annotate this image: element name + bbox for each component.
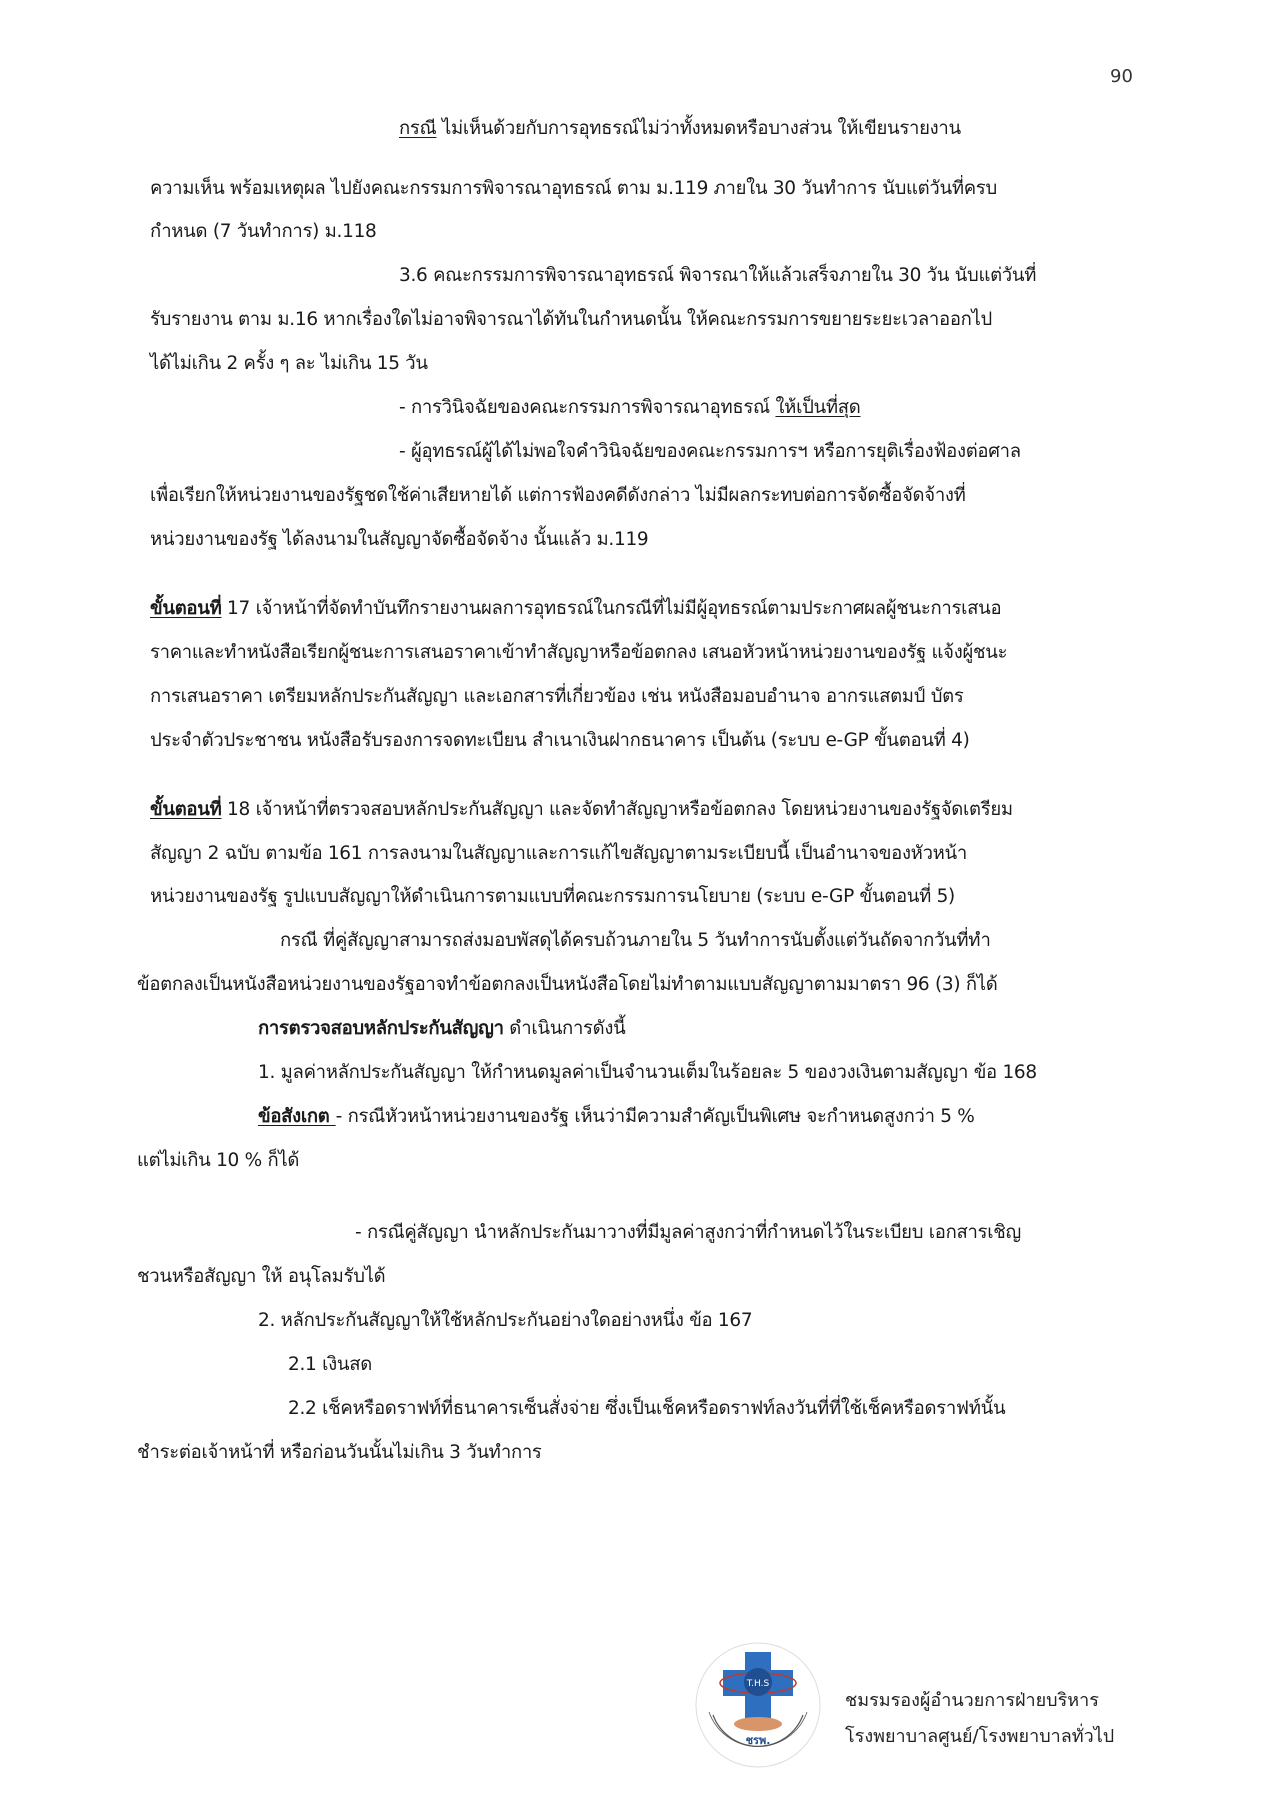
item-2: 2. หลักประกันสัญญาให้ใช้หลักประกันอย่างใดอย่างหนึ่ง ข้อ 167 bbox=[258, 1310, 753, 1331]
item-2-1: 2.1 เงินสด bbox=[288, 1354, 372, 1375]
hospital-society-logo-icon bbox=[693, 1640, 823, 1770]
step-17-line-2: ราคาและทำหนังสือเรียกผู้ชนะการเสนอราคาเข้าทำสัญญาหรือข้อตกลง เสนอหัวหน้าหน่วยงานของรัฐ แจ้งผู้ชนะ bbox=[150, 642, 1008, 663]
note-label: ข้อสังเกต bbox=[258, 1106, 336, 1127]
bullet-appeal-line-2: เพื่อเรียกให้หน่วยงานของรัฐชดใช้ค่าเสียหายได้ แต่การฟ้องคดีดังกล่าว ไม่มีผลกระทบต่อการจัดซื้อจัดจ้างที่ bbox=[150, 485, 966, 506]
note-line-2: แต่ไม่เกิน 10 % ก็ได้ bbox=[137, 1150, 300, 1171]
note2-line-2: ชวนหรือสัญญา ให้ อนุโลมรับได้ bbox=[137, 1266, 386, 1287]
svg-text:ชรพ.: ชรพ. bbox=[745, 1734, 771, 1747]
item-2-2-line-2: ชำระต่อเจ้าหน้าที่ หรือก่อนวันนั้นไม่เกิน 3 วันทำการ bbox=[137, 1442, 542, 1463]
item-2-2-line-1: 2.2 เช็คหรือดราฟท์ที่ธนาคารเซ็นสั่งจ่าย ซึ่งเป็นเช็คหรือดราฟท์ลงวันที่ที่ใช้เช็คหรือดราฟท์นั้น bbox=[288, 1398, 1006, 1419]
case-disagree-line-3: กำหนด (7 วันทำการ) ม.118 bbox=[150, 221, 377, 242]
step-18-line-2: สัญญา 2 ฉบับ ตามข้อ 161 การลงนามในสัญญาและการแก้ไขสัญญาตามระเบียบนี้ เป็นอำนาจของหัวหน้า bbox=[150, 843, 967, 864]
section-3-6-line-2: รับรายงาน ตาม ม.16 หากเรื่องใดไม่อาจพิจารณาได้ทันในกำหนดนั้น ให้คณะกรรมการขยายระยะเวลาออกไป bbox=[150, 309, 992, 330]
step-18-label: ขั้นตอนที่ bbox=[150, 799, 222, 820]
final-emphasis: ให้เป็นที่สุด bbox=[775, 397, 861, 418]
step-18-line-1: ขั้นตอนที่ 18 เจ้าหน้าที่ตรวจสอบหลักประกันสัญญา และจัดทำสัญญาหรือข้อตกลง โดยหน่วยงานของรัฐจัดเตรียม bbox=[150, 799, 1013, 820]
svg-text:T.H.S: T.H.S bbox=[746, 1679, 770, 1689]
check-heading: การตรวจสอบหลักประกันสัญญา ดำเนินการดังนี้ bbox=[258, 1018, 626, 1039]
bullet-appeal-line-1: - ผู้อุทธรณ์ผู้ได้ไม่พอใจคำวินิจฉัยของคณะกรรมการฯ หรือการยุติเรื่องฟ้องต่อศาล bbox=[399, 441, 1021, 462]
step-17-line-3: การเสนอราคา เตรียมหลักประกันสัญญา และเอกสารที่เกี่ยวข้อง เช่น หนังสือมอบอำนาจ อากรแสตมป์ บัตร bbox=[150, 686, 964, 707]
step-18-line-3: หน่วยงานของรัฐ รูปแบบสัญญาให้ดำเนินการตามแบบที่คณะกรรมการนโยบาย (ระบบ e-GP ขั้นตอนที่ 5) bbox=[150, 886, 955, 907]
page-number: 90 bbox=[1110, 66, 1133, 87]
section-3-6-line-1: 3.6 คณะกรรมการพิจารณาอุทธรณ์ พิจารณาให้แล้วเสร็จภายใน 30 วัน นับแต่วันที่ bbox=[399, 265, 1037, 286]
note-line-1: ข้อสังเกต - กรณีหัวหน้าหน่วยงานของรัฐ เห็นว่ามีความสำคัญเป็นพิเศษ จะกำหนดสูงกว่า 5 % bbox=[258, 1106, 975, 1127]
footer-org-line-2: โรงพยาบาลศูนย์/โรงพยาบาลทั่วไป bbox=[845, 1726, 1115, 1747]
step-17-line-1: ขั้นตอนที่ 17 เจ้าหน้าที่จัดทำบันทึกรายงานผลการอุทธรณ์ในกรณีที่ไม่มีผู้อุทธรณ์ตามประกาศผลผู้ชนะการเสนอ bbox=[150, 598, 1002, 619]
step-18-case-line-2: ข้อตกลงเป็นหนังสือหน่วยงานของรัฐอาจทำข้อตกลงเป็นหนังสือโดยไม่ทำตามแบบสัญญาตามมาตรา 96 (3) ก็ได้ bbox=[137, 974, 998, 995]
note2-line-1: - กรณีคู่สัญญา นำหลักประกันมาวางที่มีมูลค่าสูงกว่าที่กำหนดไว้ในระเบียบ เอกสารเชิญ bbox=[355, 1222, 1021, 1243]
section-3-6-line-3: ได้ไม่เกิน 2 ครั้ง ๆ ละ ไม่เกิน 15 วัน bbox=[150, 353, 428, 374]
case-disagree-line-2: ความเห็น พร้อมเหตุผล ไปยังคณะกรรมการพิจารณาอุทธรณ์ ตาม ม.119 ภายใน 30 วันทำการ นับแต่วันที่ครบ bbox=[150, 178, 997, 199]
step-17-line-4: ประจำตัวประชาชน หนังสือรับรองการจดทะเบียน สำเนาเงินฝากธนาคาร เป็นต้น (ระบบ e-GP ขั้นตอนที่ 4) bbox=[150, 730, 970, 751]
bullet-appeal-line-3: หน่วยงานของรัฐ ได้ลงนามในสัญญาจัดซื้อจัดจ้าง นั้นแล้ว ม.119 bbox=[150, 529, 649, 550]
item-1: 1. มูลค่าหลักประกันสัญญา ให้กำหนดมูลค่าเป็นจำนวนเต็มในร้อยละ 5 ของวงเงินตามสัญญา ข้อ 168 bbox=[258, 1062, 1037, 1083]
footer-org-line-1: ชมรมรองผู้อำนวยการฝ่ายบริหาร bbox=[845, 1690, 1099, 1711]
case-label: กรณี bbox=[399, 118, 437, 139]
case-disagree-line-1: กรณี ไม่เห็นด้วยกับการอุทธรณ์ไม่ว่าทั้งหมดหรือบางส่วน ให้เขียนรายงาน bbox=[399, 118, 961, 139]
step-17-label: ขั้นตอนที่ bbox=[150, 598, 222, 619]
bullet-final-decision: - การวินิจฉัยของคณะกรรมการพิจารณาอุทธรณ์ ให้เป็นที่สุด bbox=[399, 397, 861, 418]
step-18-case-line-1: กรณี ที่คู่สัญญาสามารถส่งมอบพัสดุได้ครบถ้วนภายใน 5 วันทำการนับตั้งแต่วันถัดจากวันที่ทำ bbox=[280, 930, 991, 951]
